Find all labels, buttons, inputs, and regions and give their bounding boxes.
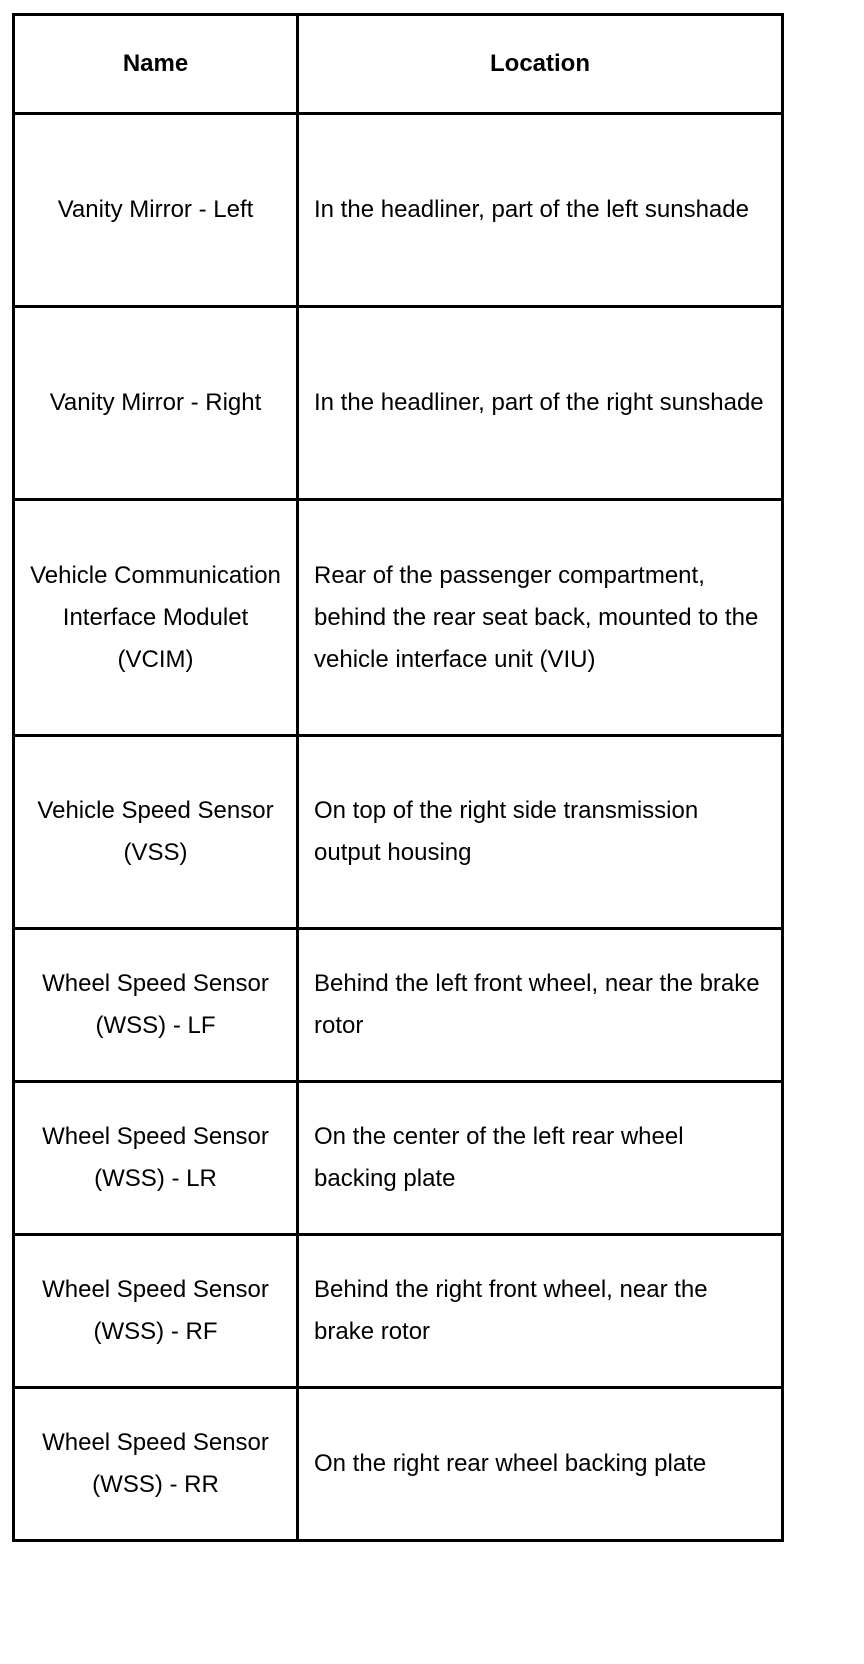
component-location: Rear of the passenger compartment, behind the rear seat back, mounted to the vehicle interface unit (VIU) — [298, 500, 783, 736]
component-name: Vanity Mirror - Right — [14, 307, 298, 500]
table-row — [14, 1235, 783, 1388]
component-name: Vehicle Communication Interface Modulet (VCIM) — [14, 500, 298, 736]
component-location: On the right rear wheel backing plate — [298, 1388, 783, 1541]
component-name: Wheel Speed Sensor (WSS) - LR — [14, 1082, 298, 1235]
table-row — [14, 1082, 783, 1235]
component-location: In the headliner, part of the left sunshade — [298, 114, 783, 307]
component-name: Wheel Speed Sensor (WSS) - RF — [14, 1235, 298, 1388]
component-location: On the center of the left rear wheel backing plate — [298, 1082, 783, 1235]
table-row — [14, 307, 783, 500]
location-column-header: Location — [298, 15, 783, 114]
table-row — [14, 500, 783, 736]
table-row — [14, 1388, 783, 1541]
component-location: Behind the right front wheel, near the brake rotor — [298, 1235, 783, 1388]
table-header-row — [14, 15, 783, 114]
table-row — [14, 736, 783, 929]
name-column-header: Name — [14, 15, 298, 114]
component-name: Wheel Speed Sensor (WSS) - LF — [14, 929, 298, 1082]
component-location: On top of the right side transmission output housing — [298, 736, 783, 929]
component-location: In the headliner, part of the right sunshade — [298, 307, 783, 500]
component-location-table — [12, 13, 784, 1542]
component-name: Vehicle Speed Sensor (VSS) — [14, 736, 298, 929]
component-name: Wheel Speed Sensor (WSS) - RR — [14, 1388, 298, 1541]
component-location: Behind the left front wheel, near the brake rotor — [298, 929, 783, 1082]
table-row — [14, 114, 783, 307]
table-row — [14, 929, 783, 1082]
component-name: Vanity Mirror - Left — [14, 114, 298, 307]
